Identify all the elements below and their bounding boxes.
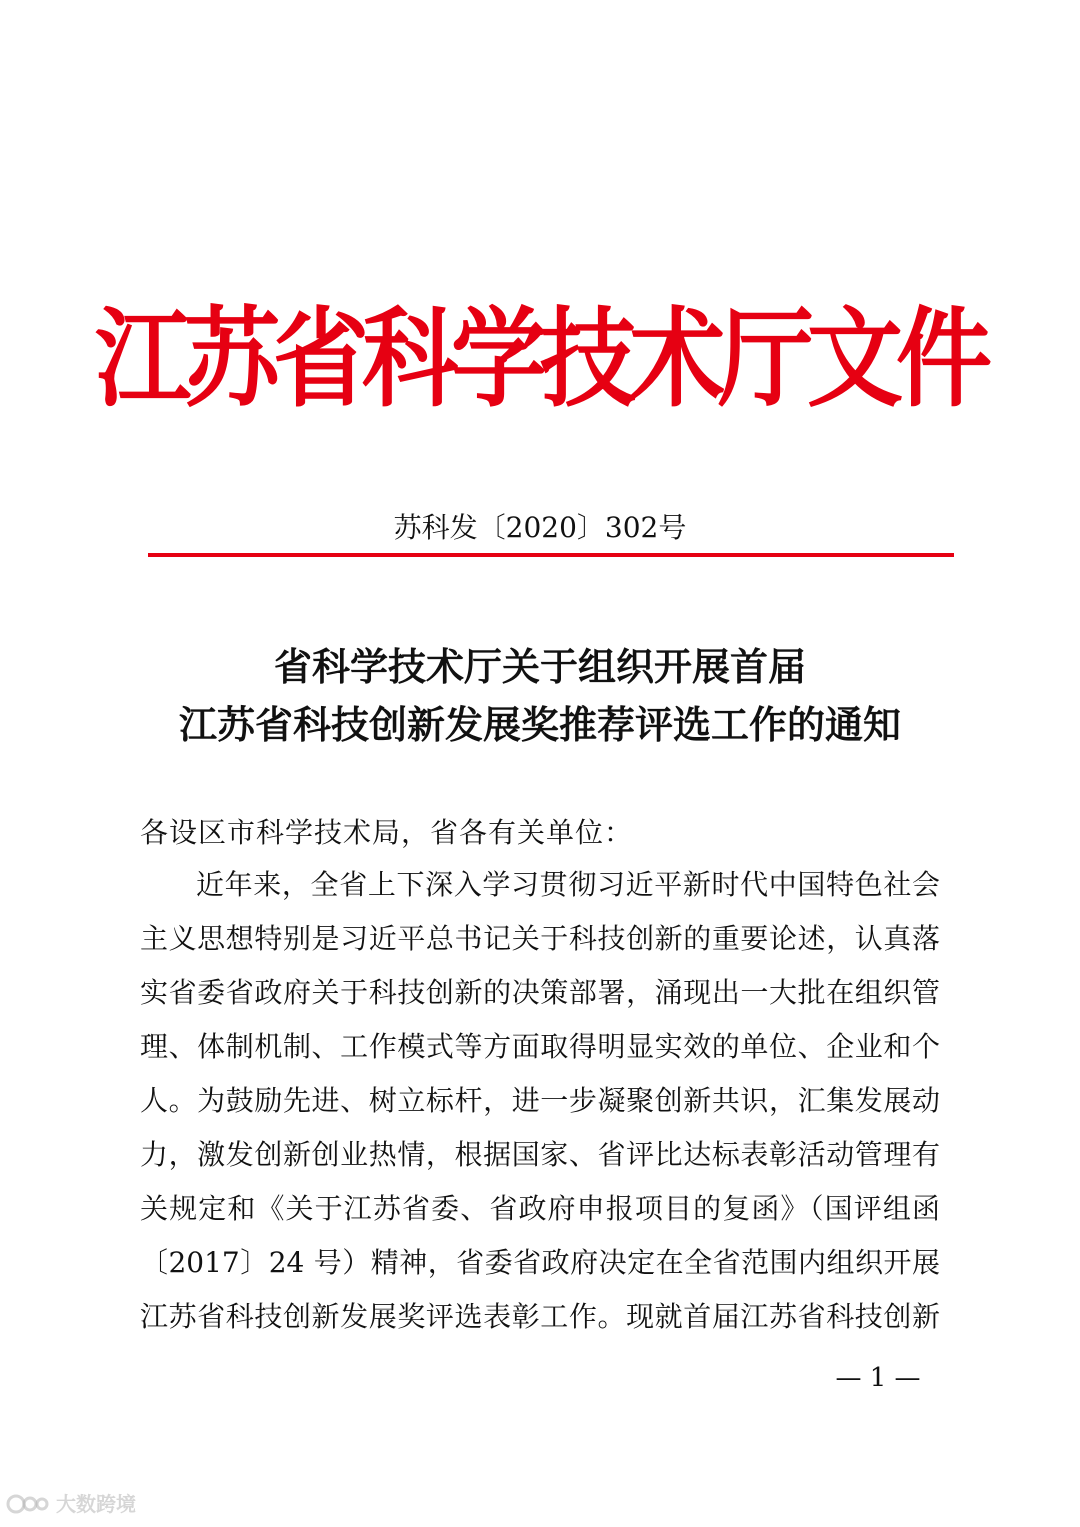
body-line: 理、体制机制、工作模式等方面取得明显实效的单位、企业和个	[140, 1030, 940, 1063]
body-line: 江苏省科技创新发展奖评选表彰工作。现就首届江苏省科技创新	[140, 1300, 940, 1333]
body-line: 主义思想特别是习近平总书记关于科技创新的重要论述，认真落	[140, 922, 940, 955]
body-line: 实省委省政府关于科技创新的决策部署，涌现出一大批在组织管	[140, 976, 940, 1009]
watermark-text: 大数跨境	[56, 1492, 136, 1516]
page-number: — 1 —	[835, 1363, 921, 1393]
body-line: 〔2017〕24 号）精神，省委省政府决定在全省范围内组织开展	[140, 1246, 940, 1279]
body-line: 人。为鼓励先进、树立标杆，进一步凝聚创新共识，汇集发展动	[140, 1084, 940, 1117]
watermark	[6, 1490, 136, 1518]
masthead-title: 江苏省科学技术厅文件	[95, 296, 985, 422]
notice-title-line-2: 江苏省科技创新发展奖推荐评选工作的通知	[178, 702, 901, 747]
body-line: 关规定和《关于江苏省委、省政府申报项目的复函》（国评组函	[140, 1192, 940, 1225]
document-number: 苏科发〔2020〕302号	[393, 511, 687, 544]
salutation: 各设区市科学技术局，省各有关单位：	[140, 816, 634, 849]
body-line: 近年来，全省上下深入学习贯彻习近平新时代中国特色社会	[196, 868, 940, 901]
body-line: 力，激发创新创业热情，根据国家、省评比达标表彰活动管理有	[140, 1138, 940, 1171]
watermark-logo-icon	[6, 1492, 50, 1516]
red-divider-line	[148, 553, 954, 557]
notice-title-line-1: 省科学技术厅关于组织开展首届	[273, 644, 806, 689]
